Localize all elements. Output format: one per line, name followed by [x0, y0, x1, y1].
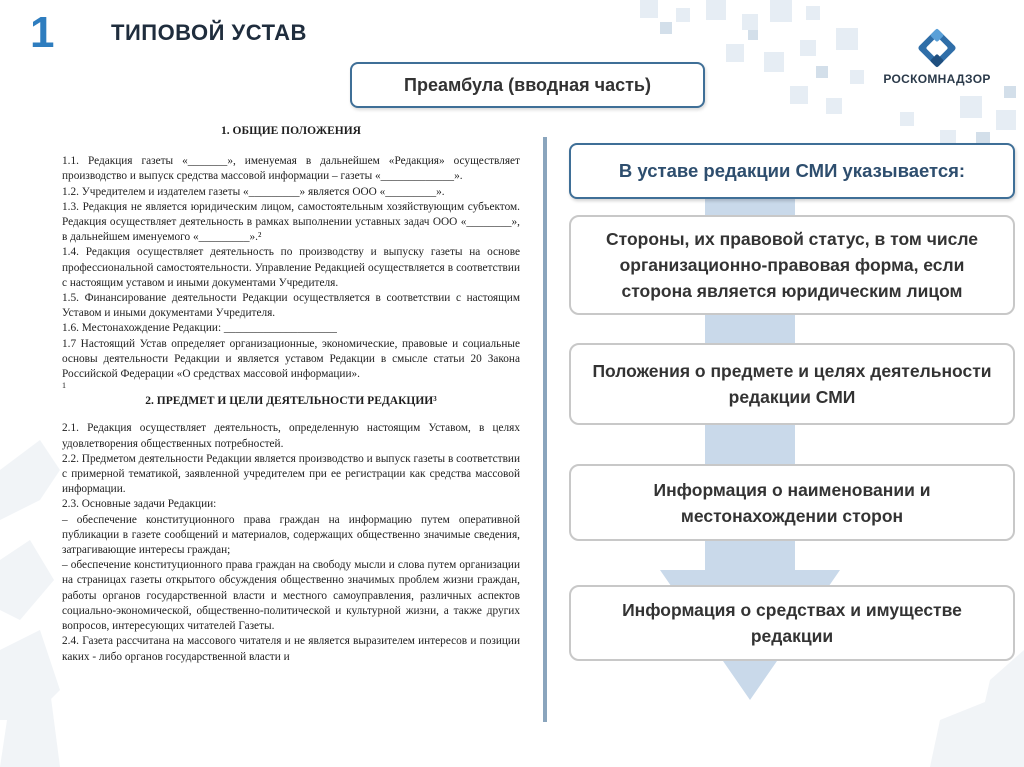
doc-paragraph: – обеспечение конституционного права граждан на информацию путем оперативной публикации в газете сообщений и материалов, содержащих общественно значимые сведения, затрагивающие интересы граждан;: [62, 513, 520, 557]
doc-paragraph: 1.5. Финансирование деятельности Редакции осуществляется в соответствии с настоящим Уставом и иными документами Учредителя.: [62, 292, 520, 320]
preamble-label: Преамбула (вводная часть): [350, 62, 705, 108]
doc-paragraph: 1.3. Редакция не является юридическим лицом, самостоятельным хозяйствующим субъектом. Редакция осуществляет деятельность в рамках выполнении уставных задач ООО «________», в дальнейшем именуемого «_________».²: [62, 200, 520, 244]
doc-paragraph: 2.4. Газета рассчитана на массового читателя и не является выразителем интересов и позиции каких - либо органов государственной власти и: [62, 635, 520, 663]
section-1-heading: 1. ОБЩИЕ ПОЛОЖЕНИЯ: [221, 125, 361, 137]
doc-paragraph: 1.2. Учредителем и издателем газеты «_________» является ООО «_________».: [62, 185, 445, 198]
roskomnadzor-logo: [872, 26, 1002, 96]
slide-title: ТИПОВОЙ УСТАВ: [111, 20, 307, 45]
doc-paragraph: 2.1. Редакция осуществляет деятельность, определенную настоящим Уставом, в целях удовлетворения общественных потребностей.: [62, 422, 520, 450]
doc-paragraph: 2.2. Предметом деятельности Редакции является производство и выпуск газеты в соответствии с примерной тематикой, заявленной учредителем при ее регистрации как средства массовой информации.: [62, 452, 520, 496]
charter-document: [62, 124, 520, 665]
doc-paragraph: 1.6. Местонахождение Редакции: ____________________: [62, 322, 337, 335]
info-card: Положения о предмете и целях деятельности редакции СМИ: [569, 343, 1015, 425]
doc-paragraph: 1.7 Настоящий Устав определяет организационные, экономические, правовые и социальные основы деятельности Редакции и является уставом Редакции в смысле статьи 20 Закона Российской Федерации «О средствах массовой информации».: [62, 337, 520, 381]
footnote-mark: 1: [62, 381, 66, 391]
roskomnadzor-logo-icon: [915, 26, 959, 70]
doc-paragraph: 1.4. Редакция осуществляет деятельность по производству и выпуску газеты на основе профессиональной самостоятельности. Управление Редакцией осуществляется в соответствии с настоящим уставом и иными документами Учредителя.: [62, 246, 520, 289]
logo-text: РОСКОМНАДЗОР: [883, 72, 991, 86]
doc-paragraph: 1.1. Редакция газеты «_______», именуемая в дальнейшем «Редакция» осуществляет производство и выпуск средства массовой информации – газеты «_____________».: [62, 155, 520, 183]
right-panel-header: В уставе редакции СМИ указывается:: [569, 143, 1015, 199]
section-2-heading: 2. ПРЕДМЕТ И ЦЕЛИ ДЕЯТЕЛЬНОСТИ РЕДАКЦИИ³: [145, 395, 437, 408]
info-card: Информация о наименовании и местонахождении сторон: [569, 464, 1015, 541]
doc-paragraph: 2.3. Основные задачи Редакции:: [62, 498, 217, 511]
info-card: Информация о средствах и имуществе редакции: [569, 585, 1015, 661]
slide-number: 1: [30, 8, 55, 57]
doc-paragraph: – обеспечение конституционного права граждан на свободу мысли и слова путем организации на страницах газеты открытого обсуждения общественно значимых проблем жизни граждан, работы органов государственной власти и местного самоуправления, различных аспектов социально-экономической, общественно-политической и культурной жизни, а также других вопросов, интересующих читателей Газеты.: [62, 559, 520, 633]
info-card: Стороны, их правовой статус, в том числе организационно-правовая форма, если сторона является юридическим лицом: [569, 215, 1015, 315]
vertical-divider: [543, 137, 547, 722]
